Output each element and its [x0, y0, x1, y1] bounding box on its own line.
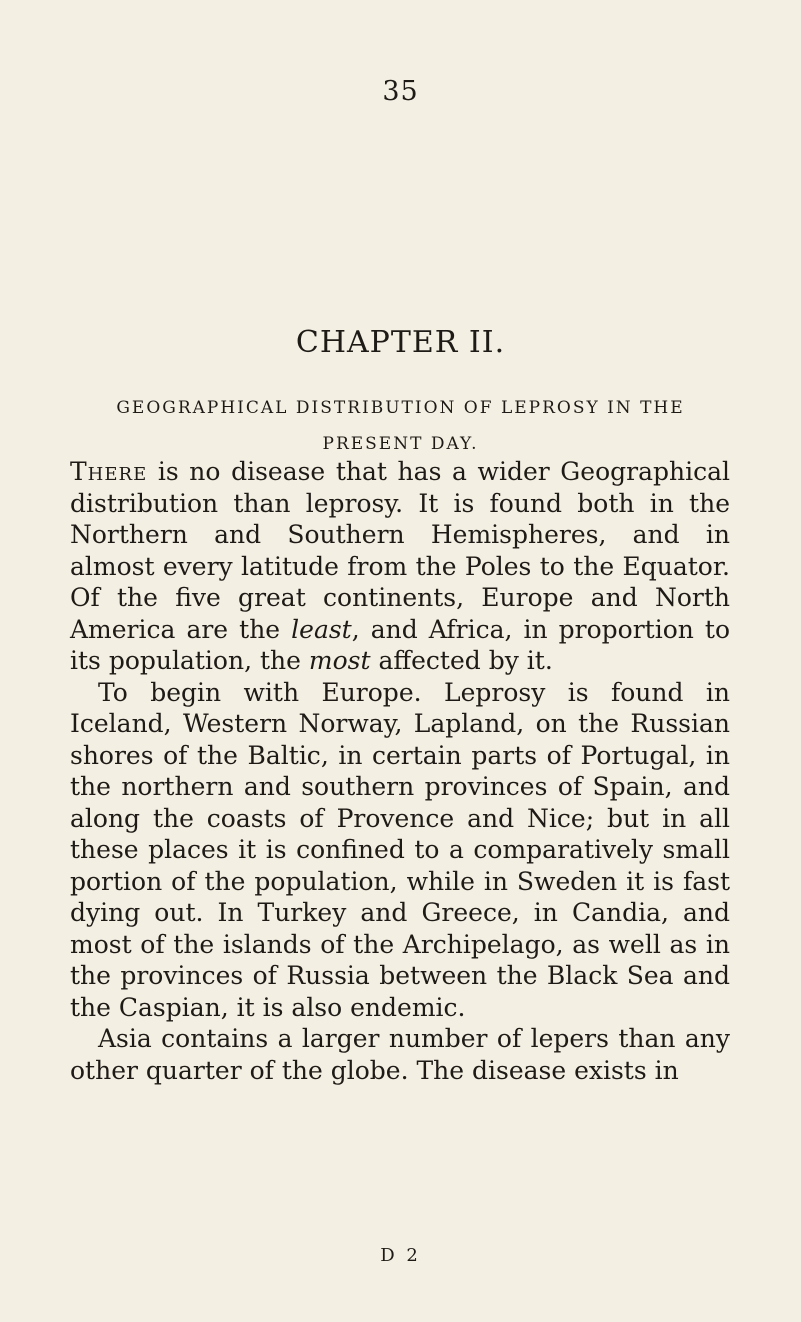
paragraph-1-text-c: affected by it. — [370, 646, 553, 675]
paragraph-3: Asia contains a larger number of lepers than any other quarter of the globe. The disease exists in — [70, 1024, 730, 1085]
chapter-subtitle: GEOGRAPHICAL DISTRIBUTION OF LEPROSY IN THE PRESENT DAY. — [116, 398, 685, 454]
paragraph-1-text-a: is no disease that has a wider Geographical distribution than leprosy. It is found both in the Northern and Southern Hemispheres, and in almost every latitude from the Poles to the Equator. Of the five great continents, Europe and North America are the — [70, 457, 730, 644]
paragraph-1 — [70, 456, 730, 677]
paragraph-2: To begin with Europe. Leprosy is found in Iceland, Western Norway, Lapland, on the Russian shores of the Baltic, in certain parts of Portugal, in the northern and southern provinces of Spain, and along the coasts of Provence and Nice; but in all these places it is confined to a comparatively small portion of the population, while in Sweden it is fast dying out. In Turkey and Greece, in Candia, and most of the islands of the Archipelago, as well as in the provinces of Russia between the Black Sea and the Caspian, it is also endemic. — [70, 677, 730, 1022]
page-number: 35 — [382, 76, 419, 107]
paragraph-1-text-b: , and Africa, in proportion to its population, the — [70, 614, 730, 675]
signature-mark: D 2 — [380, 1245, 421, 1266]
chapter-title: CHAPTER II. — [295, 325, 506, 360]
emphasis-least: least — [291, 614, 352, 644]
paragraph-lead-word: There — [70, 457, 148, 486]
body-text — [70, 456, 730, 1086]
emphasis-most: most — [308, 646, 371, 675]
